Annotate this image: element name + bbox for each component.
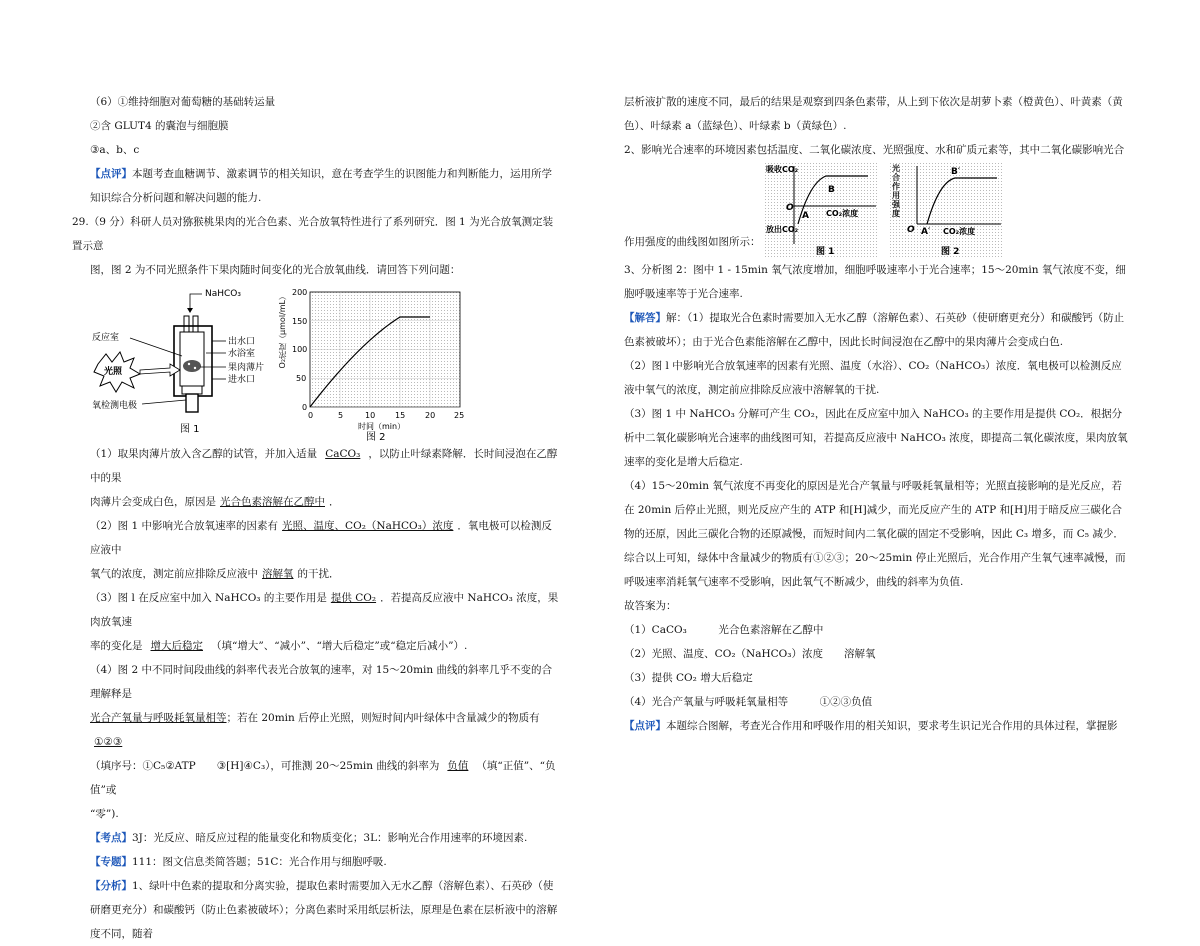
x-tick-0: 0 — [308, 411, 314, 420]
solution-4: （4）15～20min 氧气浓度不再变化的原因是光合产氧量与呼吸耗氧量相等；光照直接影响的是光反应，若在 20min 后停止光照，则光反应产生的 ATP 和[H]减少，而光反应产生的 ATP 和[H]用于暗反应三碳化合物的还原，因此三碳化合物的还原减慢，而短时间内二氧化碳的固定不受影响，因此 C₃ 增多，而 C₅ 减少．综合以上可知，绿体中含量减少的物质有①②③；20～25min 停止光照后，光合作用产生氧气速率减慢，而呼吸速率消耗氧气速率不受影响，因此氧气不断减少，曲线的斜率为负值. — [624, 480, 1126, 588]
g1-x-label: CO₂浓度 — [826, 209, 859, 218]
x-tick-15: 15 — [395, 411, 406, 420]
answer-4c: （填序号：①C₅②ATP ③[H]④C₃），可推测 20～25min 曲线的斜率为 负值 （填“正值”、“负值”或 — [90, 760, 556, 796]
x-axis-label: 时间（min） — [358, 422, 406, 431]
g1-point-a: A — [802, 211, 809, 221]
right-column — [624, 90, 1129, 738]
jieda-paragraph: 【解答】解：（1）提取光合色素时需要加入无水乙醇（溶解色素）、石英砂（使研磨更充分）和碳酸钙（防止色素被破坏）；由于光合色素能溶解在乙醇中，因此长时间浸泡在乙醇中的果肉薄片会变成白色. — [624, 312, 1125, 348]
figure-1-caption: 图 1 — [180, 424, 200, 435]
g1-y-top: 吸收CO₂ — [766, 165, 799, 174]
label-pulp: 果肉薄片 — [228, 363, 265, 373]
answer-2: （2）图 1 中影响光合放氧速率的因素有 光照、温度、CO₂（NaHCO₃）浓度 ．氧电极可以检测反应液中 — [90, 520, 552, 556]
answer-1: （1）取果肉薄片放入含乙醇的试管，并加入适量 CaCO₃ ，以防止叶绿素降解．长时间浸泡在乙醇中的果 — [90, 448, 558, 484]
figure-2-caption: 图 2 — [366, 432, 386, 442]
analysis-3: 3、分析图 2：图中 1 - 15min 氧气浓度增加，细胞呼吸速率小于光合速率；15～20min 氧气浓度不变，细胞呼吸速率等于光合速率. — [624, 264, 1126, 300]
co2-graph-2 — [889, 162, 1004, 258]
y-tick-0: 0 — [302, 403, 308, 412]
y-tick-50: 50 — [296, 374, 307, 383]
answer-2b: 氧气的浓度，测定前应排除反应液中 溶解氧 的干扰． — [90, 568, 340, 580]
solution-3: （3）图 1 中 NaHCO₃ 分解可产生 CO₂，因此在反应室中加入 NaHCO₃ 的主要作用是提供 CO₂．根据分析中二氧化碳影响光合速率的曲线图可知，若提高反应液中 NaHCO₃ 浓度，即提高二氧化碳浓度，果肉放氧速率的变化是增大后稳定. — [624, 408, 1128, 468]
y-tick-150: 150 — [292, 317, 308, 326]
g2-caption: 图 2 — [941, 247, 960, 257]
g2-point-a: A′ — [921, 227, 931, 237]
answer-4b: 光合产氧量与呼吸耗氧量相等；若在 20min 后停止光照，则短时间内叶绿体中含量减少的物质有①②③ — [90, 712, 540, 748]
answer-3b: 率的变化是 增大后稳定 （填“增大”、“减小”、“增大后稳定”或“稳定后减小”）. — [90, 640, 468, 652]
x-tick-10: 10 — [365, 411, 376, 420]
y-axis-label: O₂浓度（μmol/mL） — [278, 292, 287, 369]
zhuanti-paragraph: 【专题】111：图文信息类简答题；51C：光合作用与细胞呼吸. — [90, 856, 387, 868]
label-outlet: 出水口 — [228, 337, 256, 347]
y-tick-100: 100 — [292, 345, 308, 354]
comment-tag: 【点评】 — [90, 168, 132, 180]
answer-4d: “零”). — [90, 808, 119, 820]
question-figures — [90, 282, 560, 442]
answer-6-line3: ③a、b、c — [90, 144, 140, 156]
label-electrode: 氧检测电极 — [92, 401, 138, 411]
analysis-2: 2、影响光合速率的环境因素包括温度、二氧化碳浓度、光照强度、水和矿质元素等，其中二氧化碳影响光合 — [624, 144, 1125, 156]
comment-paragraph — [90, 162, 560, 210]
label-inlet: 进水口 — [228, 375, 256, 385]
question-29-line2: 图，图 2 为不同光照条件下果肉随时间变化的光合放氧曲线．请回答下列问题： — [90, 264, 461, 276]
final-answer-4: （4）光合产氧量与呼吸耗氧量相等 ①②③负值 — [624, 696, 873, 708]
question-29-line1: 29.（9 分）科研人员对猕猴桃果肉的光合色素、光合放氧特性进行了系列研究．图 1 为光合放氧测定装置示意 — [72, 216, 554, 252]
solution-2: （2）图 l 中影响光合放氧速率的因素有光照、温度（水浴）、CO₂（NaHCO₃）浓度．氧电极可以检测反应液中氧气的浓度，测定前应排除反应液中溶解氧的干扰. — [624, 360, 1122, 396]
label-nahco3: NaHCO₃ — [205, 289, 241, 299]
dianping-paragraph-2: 【点评】本题综合图解，考查光合作用和呼吸作用的相关知识，要求考生识记光合作用的具体过程，掌握影 — [624, 720, 1118, 732]
g1-y-bottom: 放出CO₂ — [766, 225, 799, 234]
g2-origin: O — [907, 225, 915, 235]
answer-6-line2: ②含 GLUT4 的囊泡与细胞膜 — [90, 120, 229, 132]
kaodian-paragraph: 【考点】3J：光反应、暗反应过程的能量变化和物质变化；3L：影响光合作用速率的环境因素. — [90, 832, 528, 844]
label-light: 光照 — [104, 367, 123, 377]
x-tick-20: 20 — [425, 411, 436, 420]
comment-text: 本题考查血糖调节、激素调节的相关知识，意在考查学生的识图能力和判断能力，运用所学知识综合分析问题和解决问题的能力. — [90, 168, 552, 204]
analysis-2-end: 作用强度的曲线图如图所示： — [624, 236, 761, 248]
answer-4: （4）图 2 中不同时间段曲线的斜率代表光合放氧的速率，对 15～20min 曲线的斜率几乎不变的合理解释是 — [90, 664, 553, 700]
g2-y-label: 光合作用强度 — [892, 164, 900, 218]
analysis-1-cont: 层析液扩散的速度不同，最后的结果是观察到四条色素带，从上到下依次是胡萝卜素（橙黄色）、叶黄素（黄色）、叶绿素 a（蓝绿色）、叶绿素 b（黄绿色）. — [624, 96, 1123, 132]
final-answer-1: （1）CaCO₃ 光合色素溶解在乙醇中 — [624, 624, 824, 636]
left-column — [72, 90, 560, 946]
answer-3: （3）图 l 在反应室中加入 NaHCO₃ 的主要作用是 提供 CO₂ ．若提高反应液中 NaHCO₃ 浓度，果肉放氧速 — [90, 592, 559, 628]
g2-x-label: CO₂浓度 — [943, 227, 976, 236]
figure-2-chart — [290, 282, 470, 442]
figure-1-apparatus — [90, 282, 290, 442]
g1-origin: O — [786, 203, 794, 213]
final-answer-3: （3）提供 CO₂ 增大后稳定 — [624, 672, 753, 684]
x-tick-5: 5 — [338, 411, 344, 420]
co2-graph-1 — [764, 162, 879, 258]
g2-point-b: B′ — [951, 167, 961, 177]
analysis-graphs — [624, 162, 1129, 258]
label-reaction-chamber: 反应室 — [92, 333, 120, 343]
x-tick-25: 25 — [454, 411, 465, 420]
y-tick-200: 200 — [292, 288, 308, 297]
fenxi-paragraph: 【分析】1、绿叶中色素的提取和分离实验，提取色素时需要加入无水乙醇（溶解色素）、石英砂（使研磨更充分）和碳酸钙（防止色素被破坏）；分离色素时采用纸层析法，原理是色素在层析液中的溶解度不同，随着 — [90, 880, 558, 940]
g1-point-b: B — [828, 185, 835, 195]
answer-heading: 故答案为： — [624, 600, 677, 612]
g1-caption: 图 1 — [816, 247, 835, 257]
label-bath: 水浴室 — [228, 349, 256, 359]
answer-6-line1: （6）①维持细胞对葡萄糖的基础转运量 — [90, 96, 276, 108]
final-answer-2: （2）光照、温度、CO₂（NaHCO₃）浓度 溶解氧 — [624, 648, 876, 660]
answer-1b: 肉薄片会变成白色，原因是 光合色素溶解在乙醇中 ． — [90, 496, 340, 508]
